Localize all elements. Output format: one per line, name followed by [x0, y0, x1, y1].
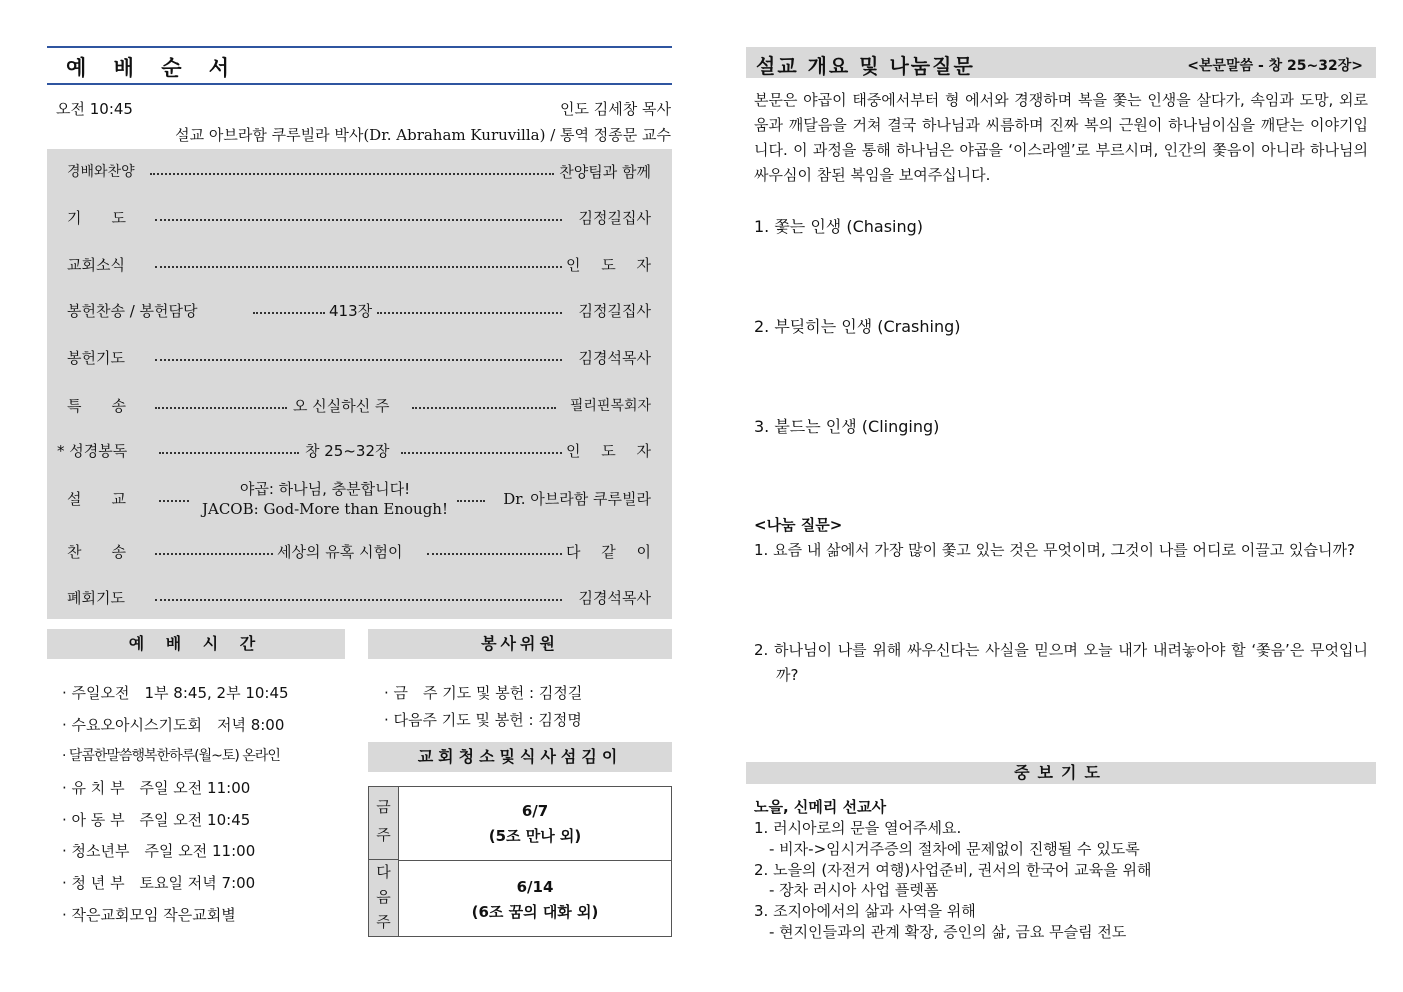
order-middle: 413장 — [329, 302, 373, 320]
share-question: 2. 하나님이 나를 위해 싸우신다는 사실을 믿으며 오늘 내가 내려놓아야 할 ‘쫓음’은 무엇입니까? — [754, 641, 1368, 684]
cleaning-team: (6조 꿈의 대화 외) — [471, 903, 599, 921]
worship-times-header: 예 배 시 간 — [47, 629, 345, 659]
list-item: · 수요오아시스기도회 저녁 8:00 — [62, 716, 285, 734]
order-person: 김경석목사 — [578, 349, 651, 367]
sermon-title-english: JACOB: God-More than Enough! — [201, 500, 448, 518]
order-label: 교회소식 — [67, 256, 125, 274]
order-person: 다 같 이 — [565, 543, 659, 561]
list-item: · 청 년 부 토요일 저녁 7:00 — [62, 874, 256, 892]
order-label: * 성경봉독 — [57, 442, 128, 460]
list-item: · 금 주 기도 및 봉헌 : 김정길 — [384, 684, 583, 702]
order-middle: 세상의 유혹 시험이 — [277, 543, 403, 561]
leader-dots — [457, 500, 485, 502]
order-label: 경배와찬양 — [67, 164, 135, 180]
worship-title: 예 배 순 서 — [66, 56, 240, 80]
prayer-line: 2. 노을의 (자전거 여행)사업준비, 권서의 한국어 교육을 위해 — [754, 861, 1152, 879]
order-row — [47, 440, 672, 464]
order-row — [47, 300, 672, 324]
sermon-point: 3. 붙드는 인생 (Clinging) — [754, 417, 940, 436]
order-label: 찬 송 — [67, 543, 126, 561]
missionary-name: 노을, 신메리 선교사 — [754, 798, 887, 816]
week-label: 금 주 — [369, 787, 399, 860]
cleaning-header: 교회청소및식사섬김이 — [368, 742, 672, 772]
prayer-line: 1. 러시아로의 문을 열어주세요. — [754, 819, 962, 837]
order-label: 기 도 — [67, 209, 126, 227]
order-row — [47, 541, 672, 565]
order-row — [47, 207, 672, 231]
order-row — [47, 480, 672, 532]
list-item: · 유 치 부 주일 오전 11:00 — [62, 779, 251, 797]
order-person: 필리핀목회자 — [569, 398, 651, 414]
sermon-title-korean: 야곱: 하나님, 충분합니다! — [239, 480, 411, 498]
sermon-outline-title: 설교 개요 및 나눔질문 — [756, 54, 975, 78]
list-item: · 다음주 기도 및 봉헌 : 김정명 — [384, 711, 582, 729]
leader-dots — [412, 407, 556, 409]
order-person: Dr. 아브라함 쿠루빌라 — [503, 490, 651, 508]
order-label: 설 교 — [67, 490, 126, 508]
leader-dots — [150, 173, 554, 175]
sermon-point: 1. 쫓는 인생 (Chasing) — [754, 217, 924, 236]
order-row — [47, 347, 672, 371]
order-person: 김정길집사 — [578, 209, 651, 227]
order-middle: 오 신실하신 주 — [293, 397, 390, 415]
cleaning-table — [368, 786, 672, 937]
leader-dots — [159, 452, 299, 454]
leader-dots — [155, 219, 562, 221]
order-row — [47, 254, 672, 278]
share-question: 1. 요즘 내 삶에서 가장 많이 쫓고 있는 것은 무엇이며, 그것이 나를 어디로 이끌고 있습니까? — [754, 541, 1355, 559]
week-label: 다 음 주 — [369, 860, 399, 936]
order-label: 특 송 — [67, 397, 126, 415]
leader-dots — [159, 500, 189, 502]
share-questions-title: <나눔 질문> — [754, 516, 843, 534]
leader-dots — [155, 407, 287, 409]
prayer-line: - 현지인들과의 관계 확장, 증인의 삶, 금요 무슬림 전도 — [754, 923, 1127, 941]
order-row — [47, 161, 672, 185]
order-label: 봉헌찬송 / 봉헌담당 — [67, 302, 198, 320]
prayer-line: - 장차 러시아 사업 플렛폼 — [754, 881, 939, 899]
prayer-line: - 비자->임시거주증의 절차에 문제없이 진행될 수 있도록 — [754, 840, 1140, 858]
order-label: 폐회기도 — [67, 589, 125, 607]
cleaning-cell — [399, 799, 671, 849]
cleaning-team: (5조 만나 외) — [488, 827, 582, 845]
leader-dots — [377, 312, 562, 314]
worship-leader: 인도 김세창 목사 — [560, 100, 671, 118]
cleaning-cell — [399, 875, 671, 925]
leader-dots — [155, 359, 562, 361]
order-person: 인 도 자 — [565, 256, 659, 274]
leader-dots — [155, 599, 562, 601]
cleaning-date: 6/7 — [521, 802, 549, 820]
worship-time: 오전 10:45 — [56, 100, 133, 118]
leader-dots — [253, 312, 325, 314]
list-item: · 아 동 부 주일 오전 10:45 — [62, 811, 251, 829]
leader-dots — [401, 452, 562, 454]
list-item: · 작은교회모임 작은교회별 — [62, 906, 236, 924]
order-person: 찬양팀과 함께 — [559, 163, 651, 181]
worship-preacher: 설교 아브라함 쿠루빌라 박사(Dr. Abraham Kuruvilla) / 통역 정종문 교수 — [175, 126, 671, 144]
order-middle: 창 25~32장 — [305, 442, 390, 460]
list-item: · 달콤한말씀행복한하루(월~토) 온라인 — [62, 748, 280, 764]
order-of-worship — [47, 149, 672, 619]
intercessory-prayer-header: 중보기도 — [746, 762, 1376, 784]
leader-dots — [427, 553, 562, 555]
sermon-point: 2. 부딪히는 인생 (Crashing) — [754, 317, 961, 336]
leader-dots — [155, 266, 562, 268]
scripture-reference: <본문말씀 - 창 25~32장> — [1187, 58, 1363, 74]
leader-dots — [155, 553, 273, 555]
cleaning-date: 6/14 — [516, 878, 554, 896]
order-label: 봉헌기도 — [67, 349, 125, 367]
order-row — [47, 587, 672, 611]
list-item: · 청소년부 주일 오전 11:00 — [62, 842, 256, 860]
order-row — [47, 395, 672, 419]
sermon-summary: 본문은 야곱이 태중에서부터 형 에서와 경쟁하며 복을 쫓는 인생을 살다가, 속임과 도망, 외로움과 깨달음을 거쳐 결국 하나님과 씨름하며 진짜 복의 근원이 하나님이심을 깨닫는 이야기입니다. 이 과정을 통해 하나님은 야곱을 ‘이스라엘’로 부르시며, 인간의 쫓음이 아니라 하나님의 싸우심이 참된 복임을 보여주십니다. — [754, 91, 1368, 184]
order-person: 인 도 자 — [565, 442, 659, 460]
order-person: 김경석목사 — [578, 589, 651, 607]
service-header: 봉사위원 — [368, 629, 672, 659]
prayer-line: 3. 조지아에서의 삶과 사역을 위해 — [754, 902, 976, 920]
order-person: 김정길집사 — [578, 302, 651, 320]
table-divider — [399, 860, 671, 861]
list-item: · 주일오전 1부 8:45, 2부 10:45 — [62, 684, 289, 702]
